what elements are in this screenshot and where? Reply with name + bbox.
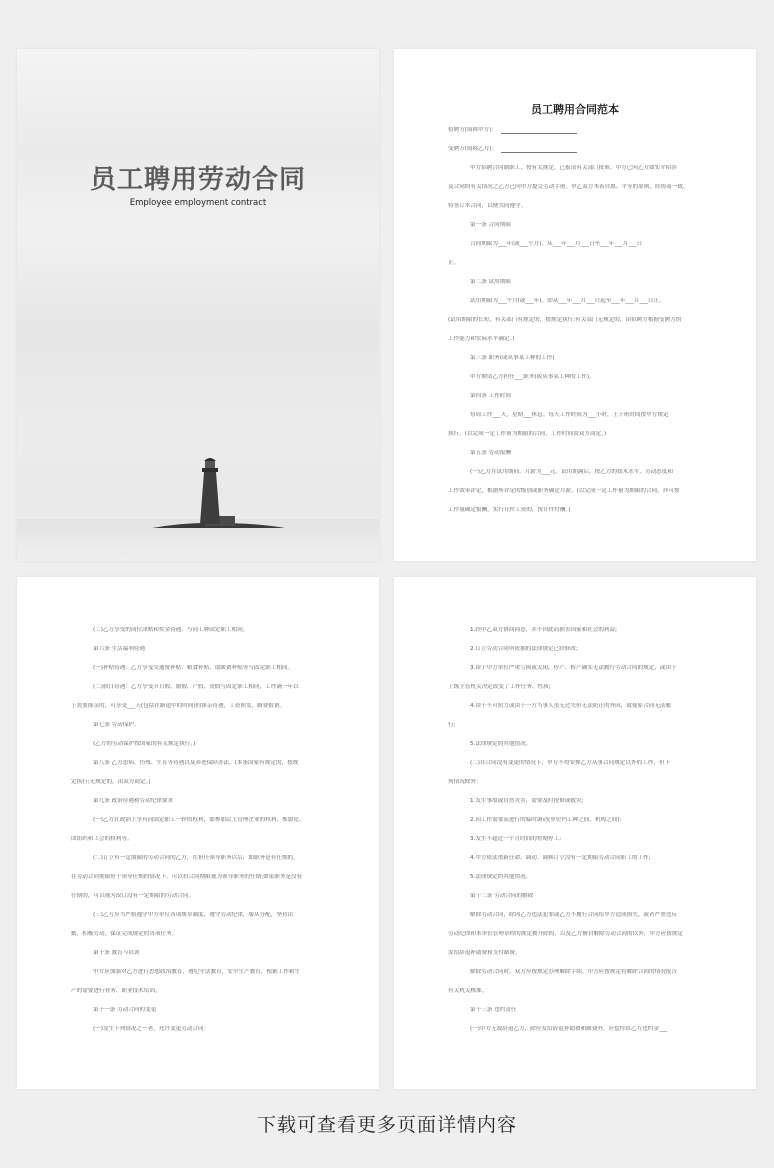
text-line: 4.由于不可抗力或由于一方当事人虽无过失但无法防止的外因，致使原合同无法履 — [470, 703, 672, 709]
text-line: 第二条 试用期限 — [470, 279, 511, 285]
text-line: 团组织和工会的权利等。 — [71, 836, 133, 842]
text-line: 上需要探亲的，可享受___天(包括在路途中的时间)的探亲待遇，工资照发，路费报销。 — [71, 703, 286, 709]
text-line: 第十二条 劳动合同的解除 — [470, 893, 534, 899]
text-line: 甲方应加强对乙方进行思想政治教育，遵纪守法教育，安全生产教育，根据工作和生 — [93, 969, 300, 975]
text-line: 有关机关核准。 — [448, 988, 488, 994]
contract-page-3 — [394, 577, 756, 1089]
text-line: 第七条 劳动保护。 — [93, 722, 140, 728]
download-hint: 下载可查看更多页面详情内容 — [256, 1114, 517, 1136]
text-line: 第十条 教育与培训 — [93, 950, 140, 956]
text-line: 行; — [448, 722, 456, 728]
text-line: 工作能力和实际水平确定。) — [448, 336, 515, 342]
contract-title: 员工聘用合同范本 — [531, 103, 619, 116]
text-line: (乙方的劳动保护按国家的有关规定执行。) — [93, 741, 196, 747]
text-line: (二)在合同没有变更的情况下，甲方不得安排乙方从事合同规定以外的工作，但下 — [470, 760, 671, 766]
text-line: 第三条 职务(或从事某工种的工作) — [470, 355, 555, 361]
text-line: 产的需要进行业务、职业技术培训。 — [71, 988, 161, 994]
text-line: 甲方聘请乙方担任___职务(或从事某工种的工作)。 — [470, 374, 595, 380]
text-line: 5.法律规定的其他情况。 — [470, 874, 532, 880]
text-line: 列情况除外： — [448, 779, 482, 785]
text-line: (一)补贴待遇：乙方享受交通费补贴、粮食补贴、取暖费补贴等与固定职工相同。 — [93, 665, 294, 671]
text-line: (一)甲方无故辞退乙方，除应发给辞退补助费和路费外，应偿付给乙方违约金___ — [470, 1026, 668, 1032]
text-line: 解除劳动合同时，双方应按规定办理解除手续。甲方应按规定将解除合同的情况报告 — [470, 969, 677, 975]
text-line: (一)乙方在政治上享有同固定职工一样的权利，如参加民主管理企业的权利，参加党、 — [93, 817, 305, 823]
text-line: (二)乙方享受的岗位津贴和奖金待遇，与同工种固定职工相同。 — [93, 627, 249, 633]
text-line: (二)假日待遇：乙方享受节日假、婚假、产假、丧假与固定职工相同，工作满一年以 — [93, 684, 299, 690]
contract-text-page-2 — [71, 627, 329, 1045]
text-line: 试用期限为___个月(或___年)。即从___年___月___日起至___年___月___日止。 — [470, 298, 665, 304]
text-line: 每周工作___天，星期___休息。每天工作时间为___小时，上下班时间按甲方规定 — [470, 412, 669, 418]
text-line: 1.发生事故或自然灾害，需要及时抢修或救灾; — [470, 798, 584, 804]
text-line: 在劳动合同期限短于领导任期的情况下，可以将合同期限视为领导职务的任期;如果职务是没有 — [71, 874, 303, 880]
text-line: 5.法律规定的其他情况。 — [470, 741, 532, 747]
text-line: 3.由于甲方单位严重亏损或关闭、停产、转产确实无法履行劳动合同的规定，或由于 — [470, 665, 677, 671]
contract-text-page-3 — [448, 627, 706, 1045]
text-line: 第五条 劳动报酬 — [470, 450, 511, 456]
text-line: 任期的，可以视为改订没有一定期限的劳动合同。 — [71, 893, 195, 899]
text-line: 工作量确定报酬，实行计件工资的，按计件付酬。) — [448, 507, 571, 513]
text-line: 2.因工作需要而进行的临时调动(单位内工种之间、机构之间); — [470, 817, 622, 823]
text-line: 发给辞退补助费和支付路费。 — [448, 950, 521, 956]
text-line: 第六条 生活福利待遇 — [93, 646, 146, 652]
text-line: (一)发生下列情况之一者，允许变更劳动合同： — [93, 1026, 210, 1032]
cover-page — [17, 49, 379, 561]
text-line: (试用期限的长短，有关部门有规定的，按规定执行;有关部门无规定的，由招聘方根据受聘方的 — [448, 317, 682, 323]
text-line: 第一条 合同期限 — [470, 222, 511, 228]
text-line: (一)乙方在试用期间，月薪为___元。试用期满后，按乙方的技术水平、劳动态度和 — [470, 469, 673, 475]
text-line: 劳动纪律和本单位管理章程的规定被开除的，以及乙方擅自解除劳动合同的以外，甲方应按规定 — [448, 931, 683, 937]
text-line: 及合同的有关情况之乙方已向甲方提交劳动手册。甲乙双方本着自愿、平等的原则，经协商一致， — [448, 184, 689, 190]
text-line: 止。 — [448, 260, 460, 266]
contract-page-2 — [17, 577, 379, 1089]
employee-field: 受聘方(简称乙方)： — [448, 146, 706, 165]
party-fields — [448, 127, 706, 165]
contract-page-1 — [394, 49, 756, 561]
text-line: 第十一条 劳动合同的变更 — [93, 1007, 157, 1013]
text-line: 甲方招聘合同制职工，按有关规定，已报请有关部门批准。甲方已向乙方如实介绍涉 — [470, 165, 677, 171]
text-line: (三)乙方应当严格遵守甲方单位各项规章制度，遵守劳动纪律，服从分配，坚持出 — [93, 912, 294, 918]
text-line: 第九条 政治待遇和劳动纪律要求 — [93, 798, 174, 804]
text-line: 执行。(以完成一定工作量为期限的合同，工作时间由双方商定。) — [448, 431, 607, 437]
text-line: 2.订立劳动合同所依据的法律规定已经修改; — [470, 646, 578, 652]
text-line: 3.发生不超过一个月时间的短期停工; — [470, 836, 562, 842]
cover-title: 员工聘用劳动合同 — [89, 165, 306, 195]
text-line: 第十三条 违约责任 — [470, 1007, 517, 1013]
cover-subtitle: Employee employment contract — [129, 198, 267, 208]
text-line: 4.甲方依法重新任命、调动、调换订立没有一定期限劳动合同职工的工作; — [470, 855, 651, 861]
text-line: 定执行;无规定的，由双方商定。) — [71, 779, 151, 785]
lighthouse-image — [147, 454, 287, 534]
text-line: 1.经甲乙双方协商同意，并不因此而损害国家和社会的利益; — [470, 627, 618, 633]
text-line: 合同期限为___年(或___个月)。从___年___月___日至___年___月___日 — [470, 241, 643, 247]
text-line: 上级主管机关决定改变了工作任务、性质; — [448, 684, 551, 690]
text-line: (二)订立有一定期限的劳动合同的乙方，在担任领导职务以后，如职务是有任期的， — [93, 855, 299, 861]
text-line: 第八条 乙方患病、伤残、生育等待遇以及养老保险办法。(本条国家有规定的，按规 — [93, 760, 299, 766]
contract-text-page-1 — [448, 165, 706, 526]
text-line: 第四条 工作时间 — [470, 393, 511, 399]
employer-field: 招聘方(简称甲方)： — [448, 127, 706, 146]
text-line: 工作效率评定，根据所评定的级别或职务确定月薪。(以完成一定工作量为期限的合同，亦可按 — [448, 488, 680, 494]
text-line: 解除劳动合同，除因乙方违法犯罪或乙方不履行合同给甲方造成损失，或者严重违反 — [470, 912, 677, 918]
text-line: 勤，积极劳动，保证完成规定的各项任务。 — [71, 931, 178, 937]
text-line: 特签订本合同，以便共同遵守。 — [448, 203, 527, 209]
